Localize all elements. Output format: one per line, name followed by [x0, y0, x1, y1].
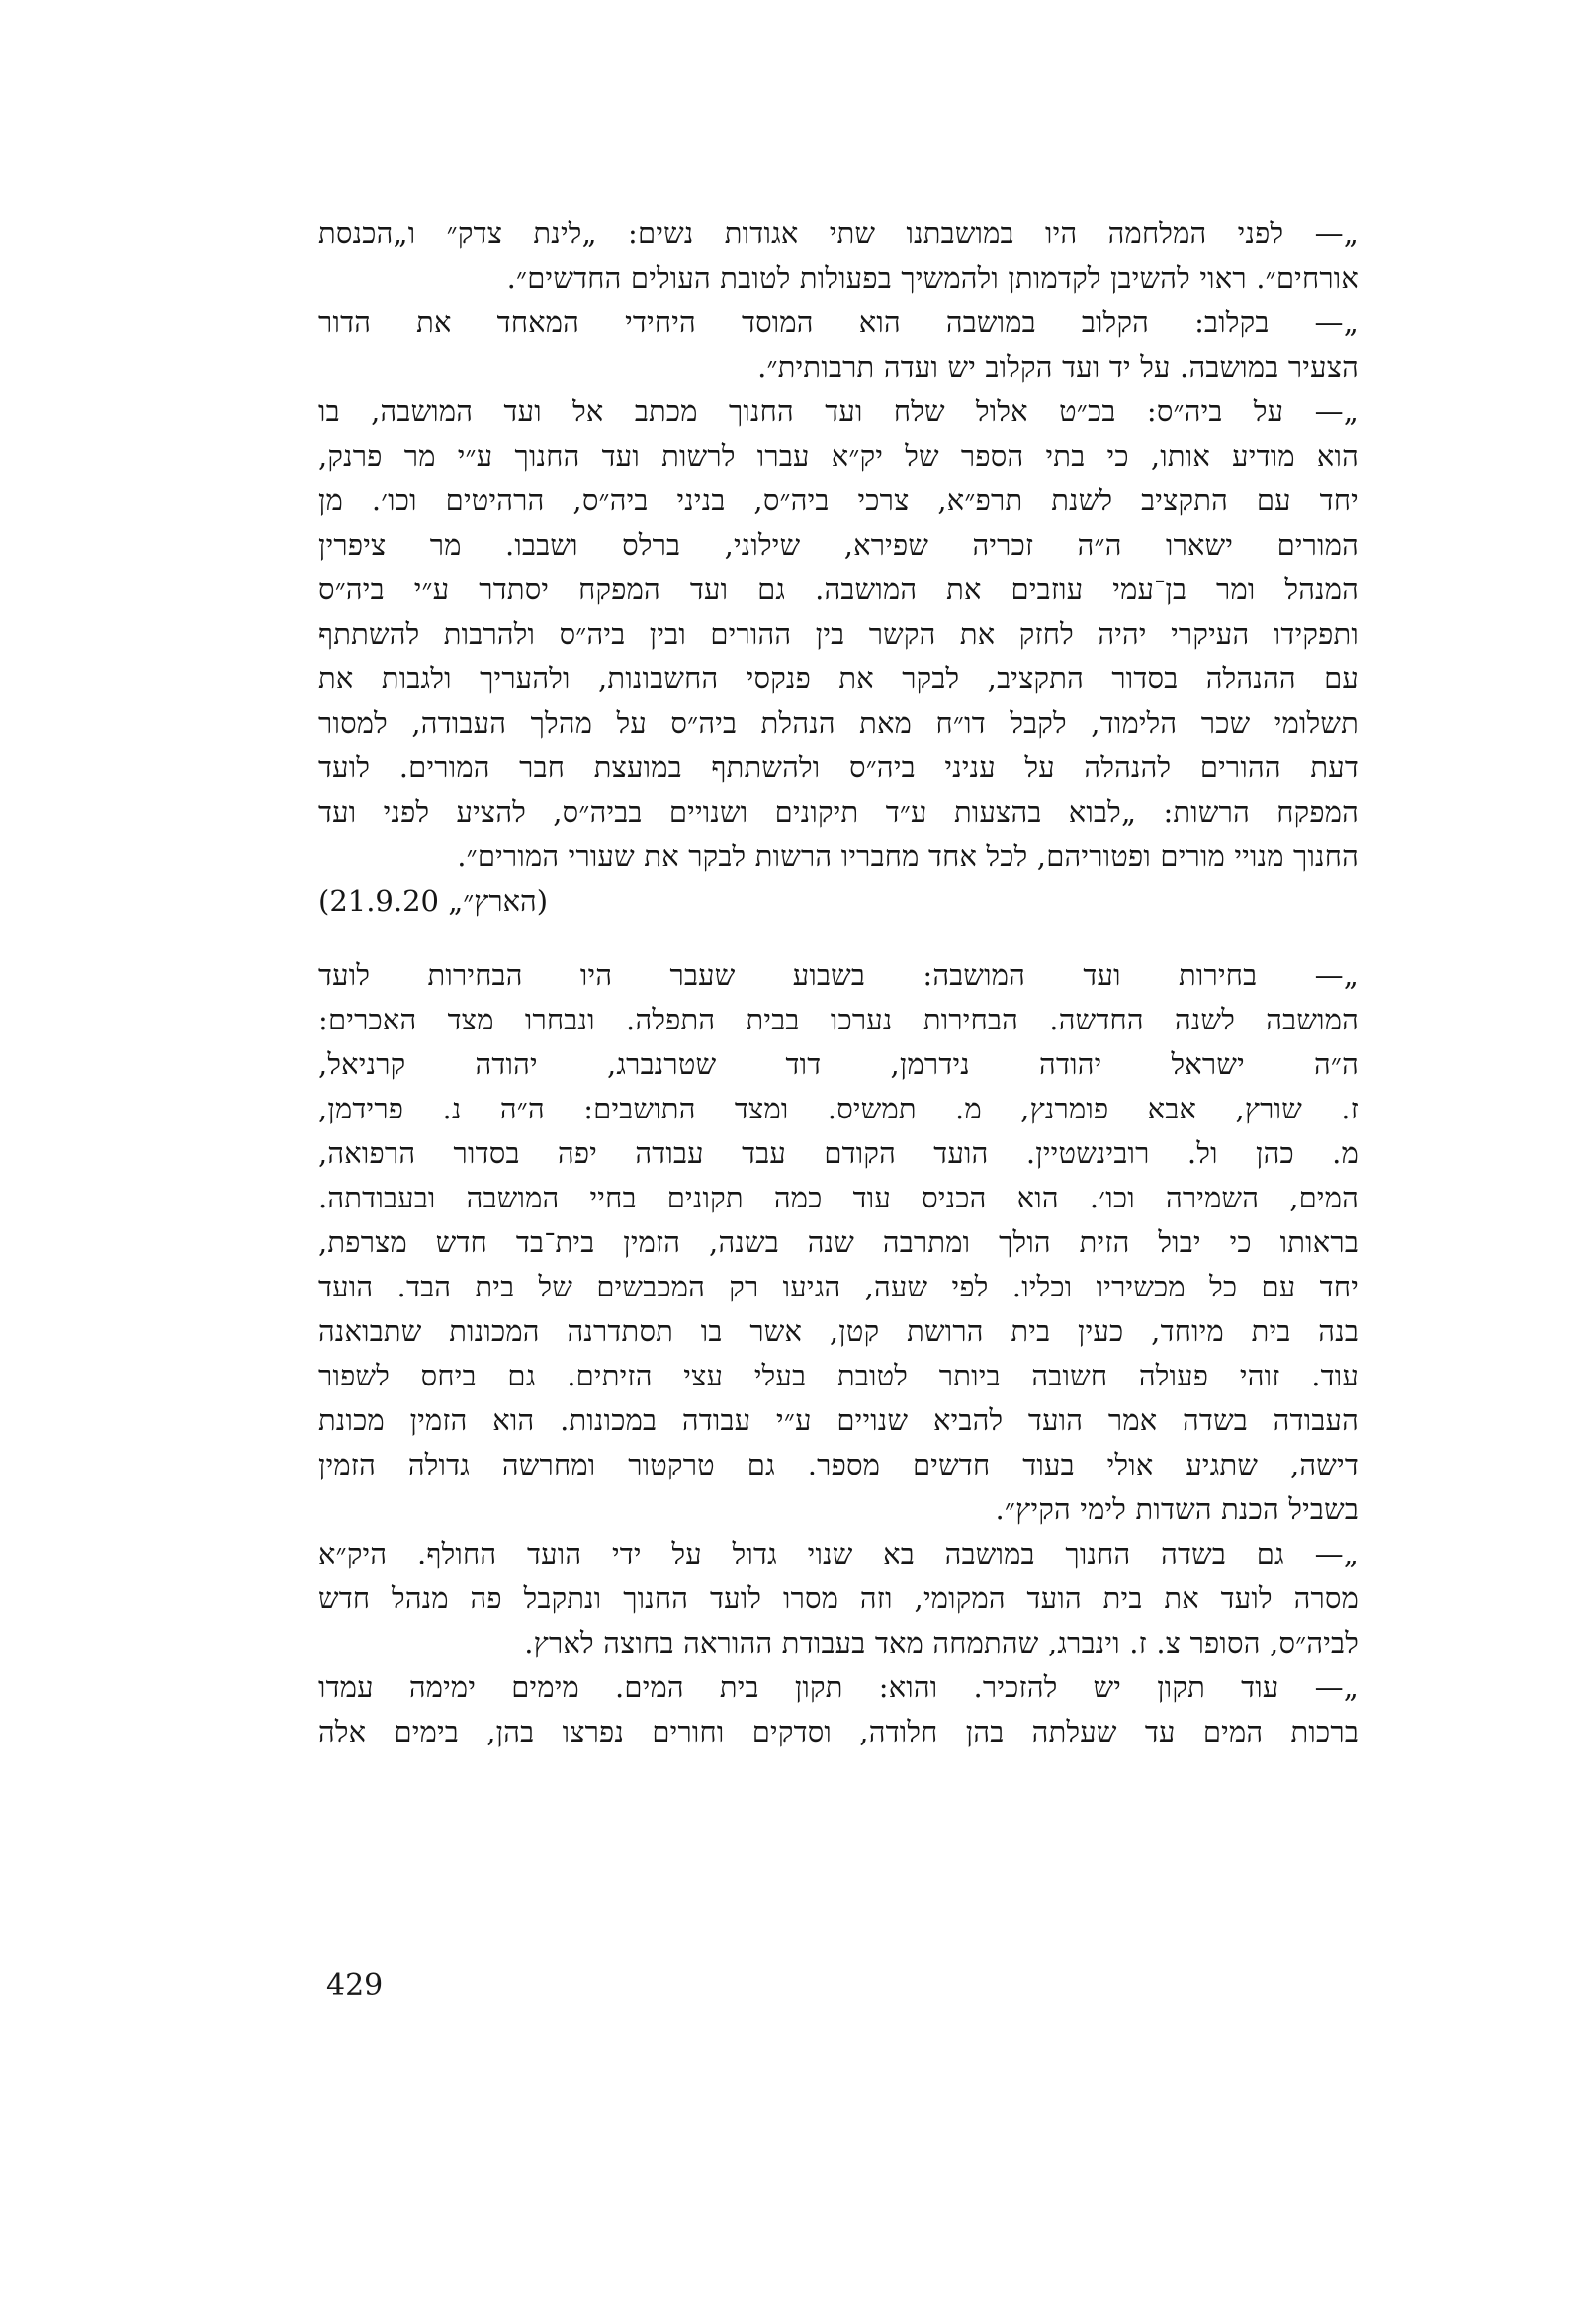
text-line: מ. כהן ול. רובינשטיין. הועד הקודם עבד עבודה יפה בסדור הרפואה,: [318, 1136, 1359, 1170]
text-line: דישה, שתגיע אולי בעוד חדשים מספר. גם טרקטור ומחרשה גדולה הזמין: [318, 1448, 1359, 1481]
text-line: „— גם בשדה החנוך במושבה בא שנוי גדול על ידי הועד החולף. היק״א: [318, 1537, 1359, 1570]
text-line: לביה״ס, הסופר צ. ז. וינברג, שהתמחה מאד בעבודת ההוראה בחוצה לארץ.: [524, 1626, 1359, 1659]
text-line: „— בקלוב: הקלוב במושבה הוא המוסד היחידי המאחד את הדור: [318, 306, 1359, 339]
text-line: בשביל הכנת השדות לימי הקיץ״.: [995, 1492, 1359, 1526]
text-line: עוד. זוהי פעולה חשובה ביותר לטובת בעלי עצי הזיתים. גם ביחס לשפור: [318, 1359, 1359, 1392]
text-line: ז. שורץ, אבא פומרנץ, מ. תמשיס. ומצד התושבים: ה״ה נ. פרידמן,: [318, 1092, 1359, 1125]
text-line: עם ההנהלה בסדור התקציב, לבקר את פנקסי החשבונות, ולהעריך ולגבות את: [318, 662, 1359, 695]
text-line: „— על ביה״ס: בכ״ט אלול שלח ועד החנוך מכתב אל ועד המושבה, בו: [318, 395, 1359, 428]
paragraph-water-house: [318, 1665, 1359, 1754]
text-line: המורים ישארו ה״ה זכריה שפירא, שילוני, ברלס ושבבו. מר ציפרין: [318, 528, 1359, 562]
text-line: „— לפני המלחמה היו במושבתנו שתי אגודות נשים: „לינת צדק״ ו„הכנסת: [318, 217, 1359, 250]
text-line: יחד עם התקציב לשנת תרפ״א, צרכי ביה״ס, בניני ביה״ס, הרהיטים וכו׳. מן: [318, 484, 1359, 517]
text-line: יחד עם כל מכשיריו וכליו. לפי שעה, הגיעו רק המכבשים של בית הבד. הועד: [318, 1270, 1359, 1303]
text-line: „— עוד תקון יש להזכיר. והוא: תקון בית המים. מימים ימימה עמדו: [318, 1670, 1359, 1704]
text-line: ה״ה ישראל יהודה נידרמן, דוד שטרנברג, יהודה קרניאל,: [318, 1047, 1359, 1081]
text-line: ותפקידו העיקרי יהיה לחזק את הקשר בין ההורים ובין ביה״ס ולהרבות להשתתף: [318, 617, 1359, 651]
source-citation: (21.9.20 „הארץ״): [318, 884, 549, 918]
paragraph-council-elections: [318, 953, 1359, 1532]
text-line: הוא מודיע אותו, כי בתי הספר של יק״א עברו לרשות ועד החנוך ע״י מר פרנק,: [318, 439, 1359, 473]
paragraph-womens-societies: [318, 212, 1359, 301]
text-line: העבודה בשדה אמר הועד להביא שנויים ע״י עבודה במכונות. הוא הזמין מכונת: [318, 1403, 1359, 1437]
document-body: [318, 212, 1359, 1754]
text-line: החנוך מנויי מורים ופטוריהם, לכל אחד מחבריו הרשות לבקר את שעורי המורים״.: [457, 840, 1359, 873]
text-line: המנהל ומר בן־עמי עוזבים את המושבה. גם ועד המפקח יסתדר ע״י ביה״ס: [318, 573, 1359, 606]
paragraph-education-change: [318, 1532, 1359, 1665]
text-line: המפקח הרשות: „לבוא בהצעות ע״ד תיקונים ושנויים בביה״ס, להציע לפני ועד: [318, 795, 1359, 829]
text-line: תשלומי שכר הלימוד, לקבל דו״ח מאת הנהלת ביה״ס על מהלך העבודה, למסור: [318, 706, 1359, 740]
text-line: המים, השמירה וכו׳. הוא הכניס עוד כמה תקונים בחיי המושבה ובעבודתה.: [318, 1181, 1359, 1214]
text-line: בראותו כי יבול הזית הולך ומתרבה שנה בשנה, הזמין בית־בד חדש מצרפת,: [318, 1225, 1359, 1259]
page-number: 429: [326, 1968, 384, 2003]
text-line: דעת ההורים להנהלה על עניני ביה״ס ולהשתתף במועצת חבר המורים. לועד: [318, 751, 1359, 784]
paragraph-club: [318, 301, 1359, 390]
paragraph-school: [318, 390, 1359, 924]
text-line: „— בחירות ועד המושבה: בשבוע שעבר היו הבחירות לועד: [318, 958, 1359, 992]
text-line: בנה בית מיוחד, כעין בית הרושת קטן, אשר בו תסתדרנה המכונות שתבואנה: [318, 1314, 1359, 1348]
text-line: המושבה לשנה החדשה. הבחירות נערכו בבית התפלה. ונבחרו מצד האכרים:: [318, 1003, 1359, 1036]
text-line: מסרה לועד את בית הועד המקומי, וזה מסרו לועד החנוך ונתקבל פה מנהל חדש: [318, 1581, 1359, 1615]
text-line: ברכות המים עד שעלתה בהן חלודה, וסדקים וחורים נפרצו בהן, בימים אלה: [318, 1715, 1359, 1748]
text-line: אורחים״. ראוי להשיבן לקדמותן ולהמשיך בפעולות לטובת העולים החדשים״.: [506, 261, 1359, 295]
text-line: הצעיר במושבה. על יד ועד הקלוב יש ועדה תרבותית״.: [757, 350, 1359, 384]
